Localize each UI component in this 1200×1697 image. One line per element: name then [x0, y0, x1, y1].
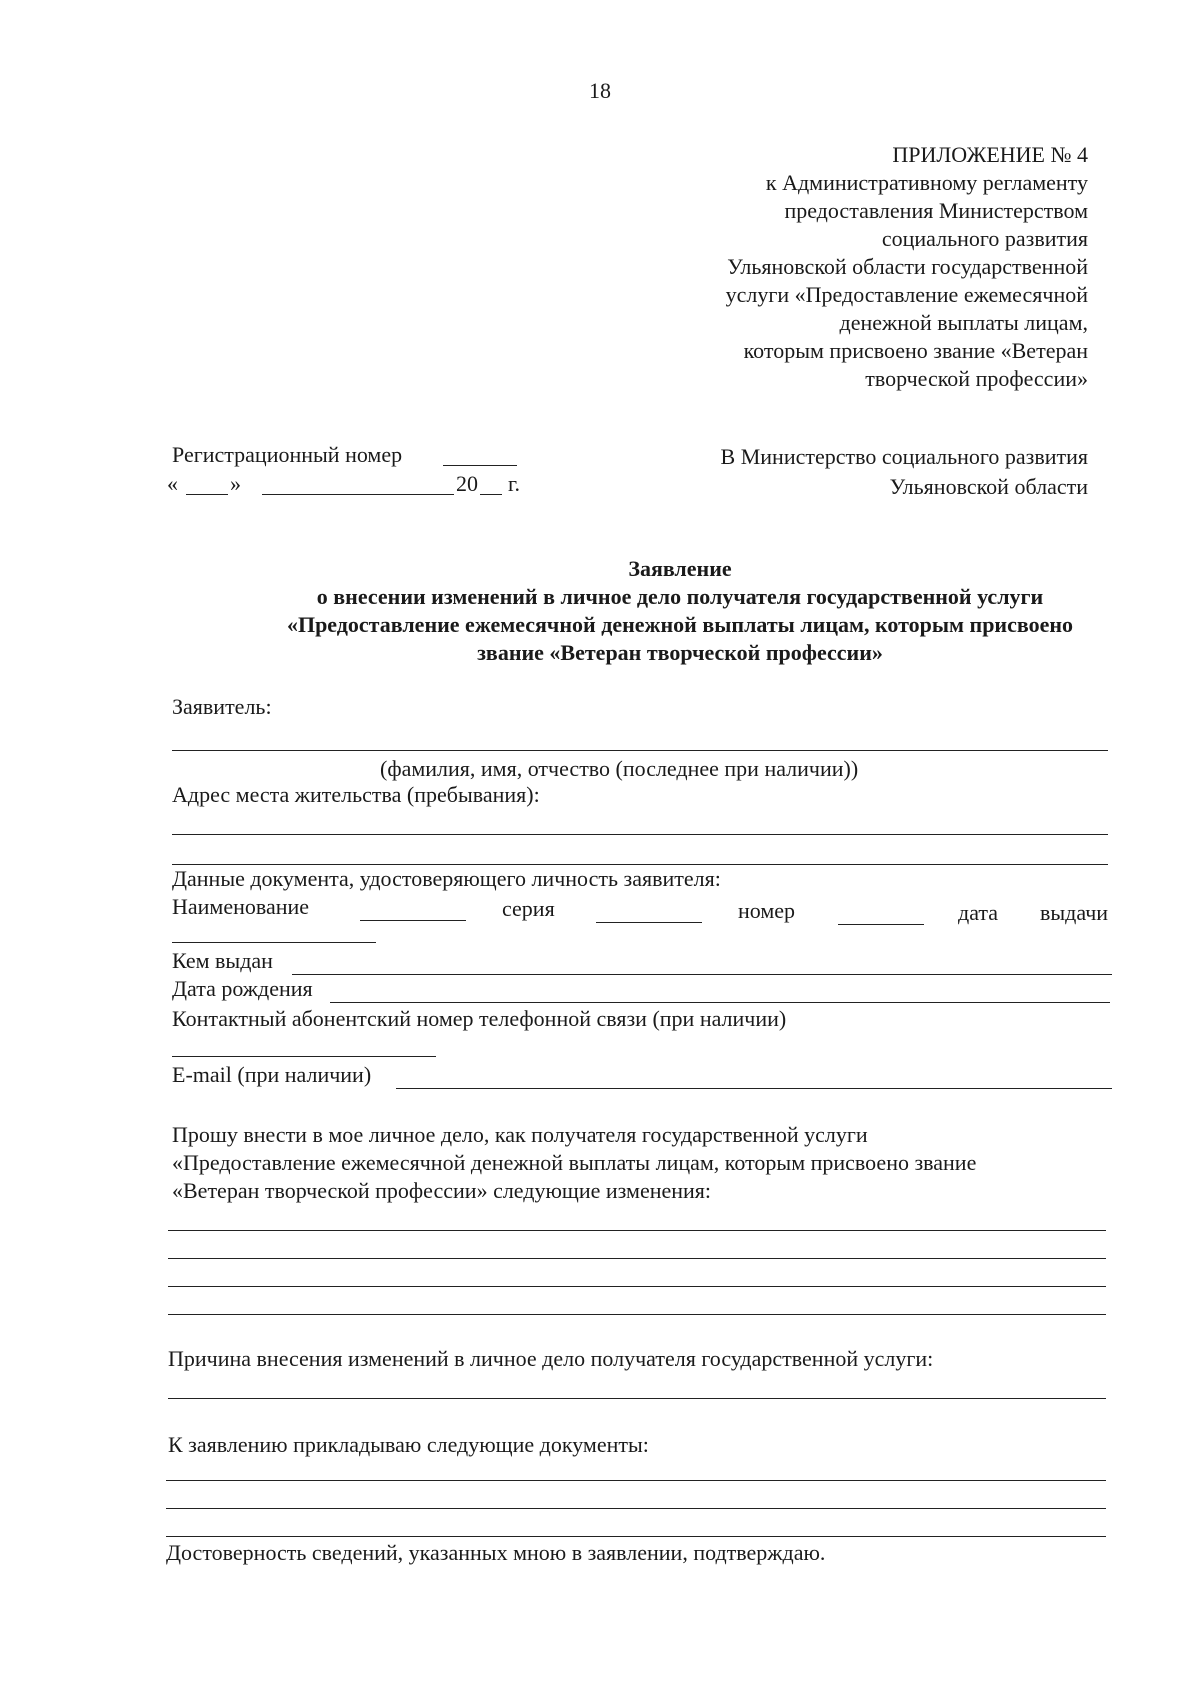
page-number: 18 [589, 78, 611, 103]
request-line3: «Ветеран творческой профессии» следующие изменения: [172, 1178, 712, 1203]
request-line2: «Предоставление ежемесячной денежной выплаты лицам, которым присвоено звание [172, 1150, 977, 1175]
id-doc-label: Данные документа, удостоверяющего личность заявителя: [172, 866, 721, 891]
heading-title: Заявление [628, 556, 732, 581]
attachments-field-3[interactable] [166, 1536, 1106, 1537]
date-month-field[interactable] [262, 494, 454, 495]
date-day-field[interactable] [186, 494, 228, 495]
registration-number-field[interactable] [443, 465, 517, 466]
appendix-title: ПРИЛОЖЕНИЕ № 4 [892, 142, 1088, 167]
appendix-line: творческой профессии» [865, 366, 1088, 391]
registration-label: Регистрационный номер [172, 442, 403, 467]
changes-field-3[interactable] [168, 1286, 1106, 1287]
date-year-field[interactable] [480, 494, 502, 495]
appendix-line: к Административному регламенту [765, 170, 1088, 195]
fio-hint: (фамилия, имя, отчество (последнее при наличии)) [380, 756, 859, 781]
address-field-2[interactable] [172, 864, 1108, 865]
applicant-fio-field[interactable] [172, 750, 1108, 751]
date-quote-open: « [167, 471, 178, 496]
confirmation-text: Достоверность сведений, указанных мною в заявлении, подтверждаю. [166, 1540, 826, 1565]
doc-number-field[interactable] [838, 924, 924, 925]
addressee-line2: Ульяновской области [889, 474, 1088, 499]
doc-series-field[interactable] [596, 922, 702, 923]
request-line1: Прошу внести в мое личное дело, как получателя государственной услуги [172, 1122, 868, 1147]
email-label: E-mail (при наличии) [172, 1062, 372, 1087]
year-prefix: 20 [456, 471, 478, 496]
phone-field[interactable] [172, 1056, 436, 1057]
appendix-line: которым присвоено звание «Ветеран [743, 338, 1088, 363]
year-suffix: г. [508, 471, 521, 496]
attachments-field-1[interactable] [166, 1480, 1106, 1481]
appendix-line: социального развития [881, 226, 1088, 251]
addressee-line1: В Министерство социального развития [720, 444, 1088, 469]
attachments-field-2[interactable] [166, 1508, 1106, 1509]
heading-line2: «Предоставление ежемесячной денежной выплаты лицам, которым присвоено [286, 612, 1074, 637]
appendix-line: Ульяновской области государственной [727, 254, 1088, 279]
changes-field-2[interactable] [168, 1258, 1106, 1259]
appendix-line: предоставления Министерством [784, 198, 1088, 223]
address-label: Адрес места жительства (пребывания): [172, 782, 540, 807]
date-quote-close: » [230, 471, 241, 496]
doc-name-label: Наименование [172, 894, 310, 919]
birth-date-field[interactable] [330, 1002, 1110, 1003]
doc-issue-label: выдачи [1040, 900, 1109, 925]
doc-series-label: серия [502, 896, 555, 921]
appendix-line: денежной выплаты лицам, [839, 310, 1088, 335]
attachments-label: К заявлению прикладываю следующие документы: [168, 1432, 649, 1457]
reason-field[interactable] [168, 1398, 1106, 1399]
email-field[interactable] [396, 1088, 1112, 1089]
doc-issue-date-label: дата [958, 900, 999, 925]
heading-line3: звание «Ветеран творческой профессии» [477, 640, 883, 665]
heading-line1: о внесении изменений в личное дело получателя государственной услуги [316, 584, 1044, 609]
issued-by-field[interactable] [292, 974, 1112, 975]
doc-number-label: номер [738, 898, 796, 923]
appendix-line: услуги «Предоставление ежемесячной [725, 282, 1088, 307]
applicant-label: Заявитель: [172, 694, 272, 719]
doc-issue-date-field[interactable] [172, 942, 376, 943]
reason-label: Причина внесения изменений в личное дело получателя государственной услуги: [168, 1346, 934, 1371]
changes-field-1[interactable] [168, 1230, 1106, 1231]
changes-field-4[interactable] [168, 1314, 1106, 1315]
doc-name-field[interactable] [360, 920, 466, 921]
address-field-1[interactable] [172, 834, 1108, 835]
birth-date-label: Дата рождения [172, 976, 313, 1001]
issued-by-label: Кем выдан [172, 948, 273, 973]
phone-label: Контактный абонентский номер телефонной связи (при наличии) [172, 1006, 787, 1031]
